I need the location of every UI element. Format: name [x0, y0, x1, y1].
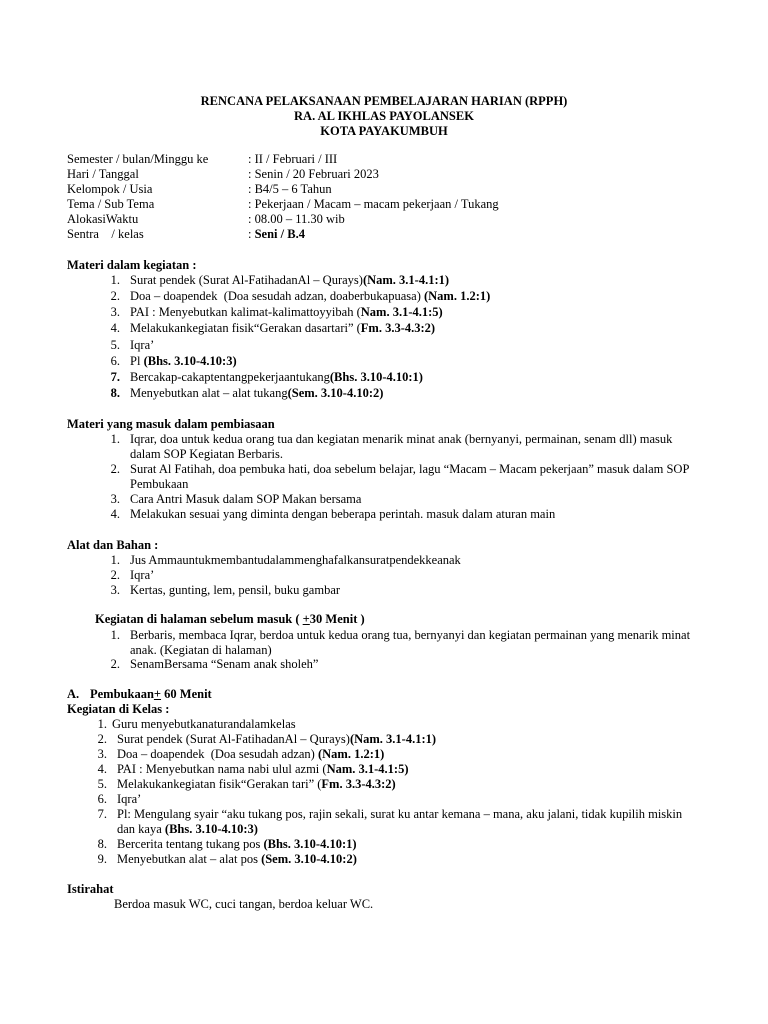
item-text: Iqra’ — [117, 792, 142, 806]
info-value-prefix: : — [248, 227, 255, 241]
item-code: Nam. 3.1-4.1:5) — [360, 305, 443, 319]
item-text: Melakukan sesuai yang diminta dengan beberapa perintah. masuk dalam aturan main — [130, 507, 556, 521]
item-text: Doa – doapendek (Doa sesudah adzan, doaberbukapuasa) — [130, 289, 424, 303]
item-code: (Bhs. 3.10-4.10:1) — [329, 370, 423, 384]
pembukaan-heading — [67, 687, 212, 702]
info-label: Sentra / kelas — [67, 227, 144, 241]
halaman-heading — [95, 612, 365, 627]
info-value: : 08.00 – 11.30 wib — [248, 212, 345, 226]
item-text: Pl: Mengulang syair “aku tukang pos, rajin sekali, surat ku antar kemana – mana, aku jalani, tidak kupilih miskin — [117, 807, 683, 821]
item-text: Melakukankegiatan fisik“Gerakan dasartari” ( — [130, 321, 361, 335]
item-number: 8. — [110, 386, 120, 400]
item-code: (Bhs. 3.10-4.10:3) — [164, 822, 258, 836]
item-number: 2. — [97, 732, 107, 746]
info-value: : Senin / 20 Februari 2023 — [248, 167, 379, 181]
alat-heading: Alat dan Bahan : — [67, 538, 159, 552]
item-text: Jus Ammauntukmembantudalammenghafalkansuratpendekkeanak — [130, 553, 461, 567]
item-number: 3. — [110, 305, 120, 319]
info-value: : B4/5 – 6 Tahun — [248, 182, 332, 196]
kelas-heading: Kegiatan di Kelas : — [67, 702, 170, 716]
item-text: Guru menyebutkanaturandalamkelas — [112, 717, 296, 731]
item-code: (Sem. 3.10-4.10:2) — [287, 386, 384, 400]
item-number: 2. — [110, 568, 120, 582]
item-text: PAI : Menyebutkan nama nabi ulul azmi ( — [117, 762, 327, 776]
item-text: PAI : Menyebutkan kalimat-kalimattoyyibah ( — [130, 305, 361, 319]
item-text: Cara Antri Masuk dalam SOP Makan bersama — [130, 492, 362, 506]
item-text: SenamBersama “Senam anak sholeh” — [130, 657, 319, 671]
item-text: Surat pendek (Surat Al-FatihadanAl – Qurays) — [117, 732, 350, 746]
istirahat-text: Berdoa masuk WC, cuci tangan, berdoa keluar WC. — [114, 897, 374, 911]
info-label: Hari / Tanggal — [67, 167, 139, 181]
item-number: 3. — [110, 492, 120, 506]
item-text: Iqrar, doa untuk kedua orang tua dan kegiatan menarik minat anak (bernyanyi, permainan, senam dll) masuk — [130, 432, 673, 446]
info-label: AlokasiWaktu — [67, 212, 139, 226]
item-text-cont: anak. (Kegiatan di halaman) — [130, 643, 272, 657]
item-number: 2. — [110, 462, 120, 476]
item-text: Bercakap-cakaptentangpekerjaantukang — [130, 370, 330, 384]
item-number: 1. — [110, 628, 120, 642]
item-text: Menyebutkan alat – alat pos — [117, 852, 262, 866]
item-number: 3. — [110, 583, 120, 597]
pembukaan-duration: 60 Menit — [161, 687, 212, 701]
item-code: Nam. 3.1-4.1:5) — [326, 762, 409, 776]
item-number: 1. — [97, 717, 107, 731]
item-code: (Bhs. 3.10-4.10:1) — [263, 837, 357, 851]
doc-title: RENCANA PELAKSANAAN PEMBELAJARAN HARIAN (RPPH) — [200, 94, 568, 108]
item-number: 6. — [97, 792, 107, 806]
school-name: RA. AL IKHLAS PAYOLANSEK — [294, 109, 474, 123]
item-text: Kertas, gunting, lem, pensil, buku gambar — [130, 583, 341, 597]
item-code: (Bhs. 3.10-4.10:3) — [143, 354, 237, 368]
item-text: Bercerita tentang tukang pos — [117, 837, 264, 851]
item-number: 4. — [110, 321, 120, 335]
info-label: Kelompok / Usia — [67, 182, 153, 196]
pembukaan-title: Pembukaan — [90, 687, 154, 701]
item-text-cont: dan kaya — [117, 822, 165, 836]
item-text: Pl — [130, 354, 144, 368]
item-text: Surat Al Fatihah, doa pembuka hati, doa sebelum belajar, lagu “Macam – Macam pekerjaan” masuk dalam SOP — [130, 462, 690, 476]
info-value: : II / Februari / III — [248, 152, 338, 166]
info-label: Semester / bulan/Minggu ke — [67, 152, 209, 166]
item-text: Iqra’ — [130, 338, 155, 352]
item-code: (Nam. 3.1-4.1:1) — [362, 273, 450, 287]
item-code: (Nam. 1.2:1) — [317, 747, 385, 761]
item-code: Fm. 3.3-4.3:2) — [321, 777, 396, 791]
item-number: 7. — [110, 370, 120, 384]
materi-heading: Materi dalam kegiatan : — [67, 258, 197, 272]
item-number: 2. — [110, 289, 120, 303]
item-text-cont: dalam SOP Kegiatan Berbaris. — [130, 447, 283, 461]
item-text: Berbaris, membaca Iqrar, berdoa untuk kedua orang tua, bernyanyi dan kegiatan permainan yang menarik minat — [130, 628, 691, 642]
info-value-bold: Seni / B.4 — [254, 227, 305, 241]
item-number: 1. — [110, 553, 120, 567]
item-number: 2. — [110, 657, 120, 671]
city-name: KOTA PAYAKUMBUH — [320, 124, 448, 138]
item-number: 1. — [110, 273, 120, 287]
section-letter: A. — [67, 687, 80, 701]
halaman-heading-pre: Kegiatan di halaman sebelum masuk ( — [95, 612, 303, 626]
item-number: 6. — [110, 354, 120, 368]
item-text: Melakukankegiatan fisik“Gerakan tari” ( — [117, 777, 322, 791]
pembiasaan-heading: Materi yang masuk dalam pembiasaan — [67, 417, 275, 431]
istirahat-heading: Istirahat — [67, 882, 114, 896]
item-text: Surat pendek (Surat Al-FatihadanAl – Qurays) — [130, 273, 363, 287]
info-value — [248, 227, 305, 242]
item-code: (Nam. 1.2:1) — [423, 289, 491, 303]
item-number: 4. — [97, 762, 107, 776]
plus-minus: + — [153, 687, 162, 701]
item-number: 5. — [97, 777, 107, 791]
item-text: Iqra’ — [130, 568, 155, 582]
item-text: Doa – doapendek (Doa sesudah adzan) — [117, 747, 318, 761]
info-value: : Pekerjaan / Macam – macam pekerjaan / Tukang — [248, 197, 499, 211]
item-number: 5. — [110, 338, 120, 352]
item-number: 9. — [97, 852, 107, 866]
item-code: (Sem. 3.10-4.10:2) — [261, 852, 357, 866]
item-number: 7. — [97, 807, 107, 821]
info-label: Tema / Sub Tema — [67, 197, 155, 211]
item-text-cont: Pembukaan — [130, 477, 189, 491]
item-number: 8. — [97, 837, 107, 851]
item-text: Menyebutkan alat – alat tukang — [130, 386, 288, 400]
item-number: 3. — [97, 747, 107, 761]
item-number: 4. — [110, 507, 120, 521]
item-code: Fm. 3.3-4.3:2) — [360, 321, 436, 335]
plus-minus: + — [302, 612, 310, 626]
item-code: (Nam. 3.1-4.1:1) — [349, 732, 437, 746]
halaman-heading-post: 30 Menit ) — [309, 612, 365, 626]
item-number: 1. — [110, 432, 120, 446]
